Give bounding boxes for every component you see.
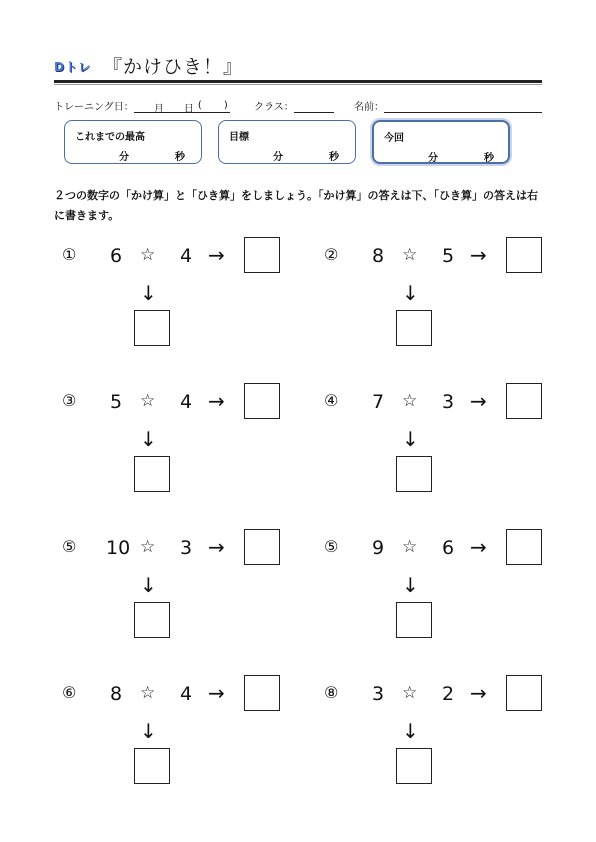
brand-logo: Dトレ (54, 60, 91, 74)
operand-b: 4 (180, 391, 193, 413)
class-field[interactable] (294, 100, 334, 113)
instructions: ２つの数字の「かけ算」と「ひき算」をしましょう。「かけ算」の答えは下、「ひき算」の答えは右に書きます。 (54, 189, 538, 222)
operand-a: 10 (106, 537, 131, 559)
subtraction-answer-box[interactable] (244, 383, 280, 419)
name-field[interactable] (384, 100, 542, 113)
date-label: トレーニング日： (54, 102, 134, 113)
arrow-right-icon: → (470, 535, 487, 559)
page-title: 『かけひき！』 (103, 56, 244, 78)
paren-open: ( (197, 100, 202, 111)
problem-number: ⑤ (62, 537, 77, 556)
problem-number: ⑥ (62, 683, 77, 702)
goal-score-box (218, 120, 356, 164)
operand-b: 6 (442, 537, 455, 559)
training-date (54, 98, 230, 113)
arrow-down-icon: ↓ (140, 281, 157, 305)
title-rule (54, 80, 542, 83)
subtraction-answer-box[interactable] (506, 529, 542, 565)
operand-a: 6 (109, 245, 123, 267)
operand-a: 3 (371, 683, 385, 705)
operand-a: 8 (371, 245, 385, 267)
arrow-right-icon: → (470, 243, 487, 267)
star-operator: ☆ (140, 537, 156, 557)
name-info (354, 98, 542, 113)
star-operator: ☆ (402, 683, 418, 703)
problem-number: ⑧ (324, 683, 339, 702)
problem-7 (62, 675, 312, 795)
operand-b: 4 (180, 245, 193, 267)
star-operator: ☆ (402, 245, 418, 265)
star-operator: ☆ (402, 391, 418, 411)
name-label: 名前： (354, 102, 384, 113)
best-seconds: 秒 (175, 152, 185, 163)
subtraction-answer-box[interactable] (244, 529, 280, 565)
goal-minutes: 分 (273, 152, 283, 163)
arrow-down-icon: ↓ (402, 719, 419, 743)
arrow-down-icon: ↓ (140, 573, 157, 597)
problem-number: ② (324, 245, 339, 264)
operand-b: 5 (442, 245, 455, 267)
star-operator: ☆ (140, 683, 156, 703)
goal-seconds: 秒 (329, 152, 339, 163)
paren-close: ) (223, 100, 228, 111)
problem-8 (324, 675, 574, 795)
title-rule-thin (54, 84, 542, 85)
arrow-right-icon: → (470, 681, 487, 705)
arrow-right-icon: → (208, 389, 225, 413)
best-minutes: 分 (119, 152, 129, 163)
operand-b: 3 (442, 391, 455, 413)
multiplication-answer-box[interactable] (134, 456, 170, 492)
problem-number: ⑤ (324, 537, 339, 556)
class-info (254, 98, 334, 113)
operand-b: 3 (180, 537, 193, 559)
arrow-down-icon: ↓ (140, 719, 157, 743)
subtraction-answer-box[interactable] (506, 675, 542, 711)
star-operator: ☆ (402, 537, 418, 557)
multiplication-answer-box[interactable] (396, 310, 432, 346)
subtraction-answer-box[interactable] (506, 383, 542, 419)
problem-3 (62, 383, 312, 503)
class-label: クラス： (254, 102, 294, 113)
best-score-label: これまでの最高 (75, 132, 145, 143)
operand-a: 7 (371, 391, 385, 413)
operand-a: 5 (109, 391, 123, 413)
arrow-right-icon: → (208, 243, 225, 267)
arrow-down-icon: ↓ (402, 427, 419, 451)
subtraction-answer-box[interactable] (244, 237, 280, 273)
multiplication-answer-box[interactable] (396, 456, 432, 492)
date-field[interactable] (134, 100, 230, 113)
problem-number: ④ (324, 391, 339, 410)
goal-score-label: 目標 (229, 132, 249, 143)
arrow-right-icon: → (208, 535, 225, 559)
multiplication-answer-box[interactable] (134, 602, 170, 638)
problem-5 (62, 529, 312, 649)
problem-2 (324, 237, 574, 357)
subtraction-answer-box[interactable] (506, 237, 542, 273)
multiplication-answer-box[interactable] (134, 748, 170, 784)
current-score-box (372, 120, 510, 164)
multiplication-answer-box[interactable] (396, 602, 432, 638)
problem-4 (324, 383, 574, 503)
star-operator: ☆ (140, 245, 156, 265)
operand-b: 2 (442, 683, 455, 705)
current-minutes: 分 (428, 153, 438, 164)
arrow-down-icon: ↓ (402, 573, 419, 597)
current-seconds: 秒 (484, 153, 494, 164)
subtraction-answer-box[interactable] (244, 675, 280, 711)
operand-a: 8 (109, 683, 123, 705)
best-score-box (64, 120, 202, 164)
current-score-label: 今回 (384, 133, 404, 144)
arrow-right-icon: → (470, 389, 487, 413)
arrow-down-icon: ↓ (402, 281, 419, 305)
star-operator: ☆ (140, 391, 156, 411)
problem-1 (62, 237, 312, 357)
multiplication-answer-box[interactable] (396, 748, 432, 784)
arrow-right-icon: → (208, 681, 225, 705)
day-label: 日 (183, 104, 194, 115)
arrow-down-icon: ↓ (140, 427, 157, 451)
operand-a: 9 (371, 537, 385, 559)
problem-number: ① (62, 245, 77, 264)
operand-b: 4 (180, 683, 193, 705)
month-label: 月 (153, 104, 164, 115)
multiplication-answer-box[interactable] (134, 310, 170, 346)
problem-number: ③ (62, 391, 77, 410)
problem-6 (324, 529, 574, 649)
